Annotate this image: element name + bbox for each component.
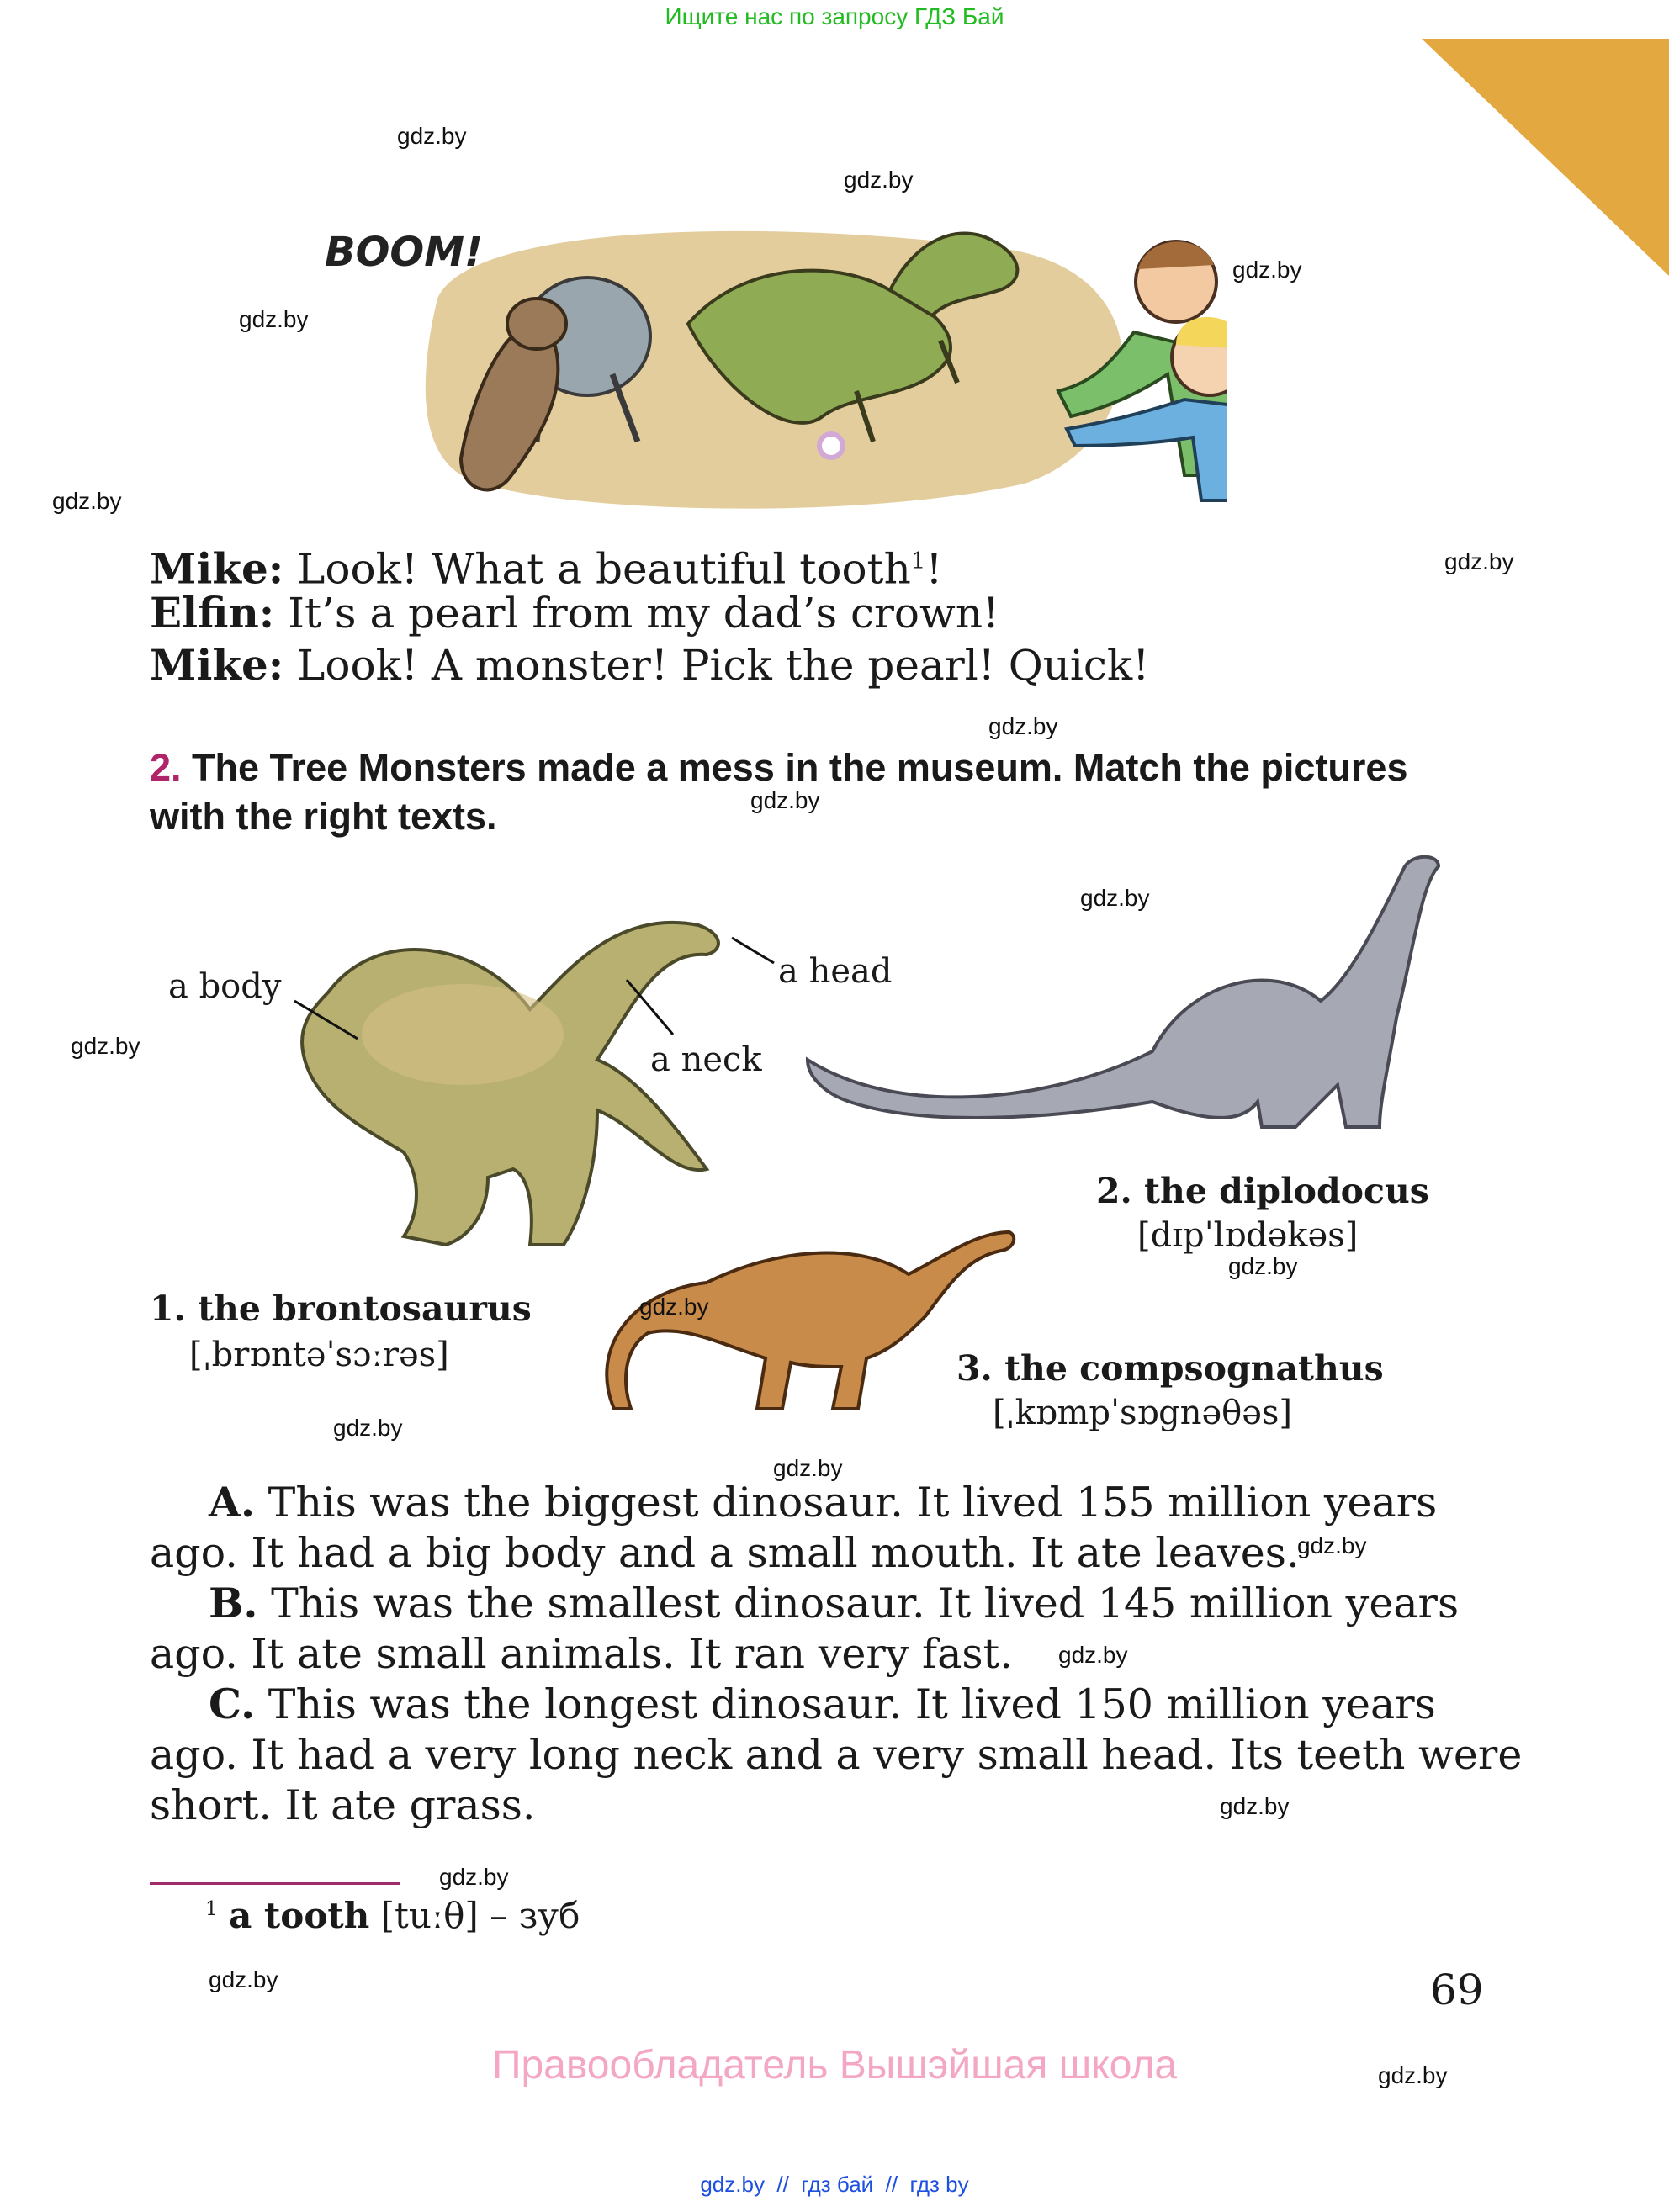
caption-compsognathus: 3. the compsognathus: [956, 1348, 1384, 1389]
text-letter: C.: [209, 1680, 256, 1728]
watermark: gdz.by: [1297, 1532, 1367, 1558]
label-head: a head: [778, 952, 893, 991]
footnote-rule: [150, 1882, 400, 1885]
boom-text: BOOM!: [325, 229, 483, 276]
exercise-number: 2.: [150, 746, 182, 789]
dialogue-line-2: [150, 587, 999, 639]
watermark: gdz.by: [1228, 1253, 1298, 1279]
watermark: gdz.by: [333, 1415, 403, 1441]
watermark: gdz.by: [209, 1966, 278, 1992]
exercise-line-1: The Tree Monsters made a mess in the museum. Match the pictures: [192, 746, 1408, 789]
watermark: gdz.by: [639, 1294, 709, 1320]
text-line: This was the biggest dinosaur. It lived 155 million years: [268, 1479, 1438, 1527]
text-line: ago. It had a big body and a small mouth. It ate leaves.: [150, 1529, 1300, 1577]
dialogue-end: !: [925, 544, 943, 594]
caption-brontosaurus: 1. the brontosaurus: [150, 1289, 532, 1329]
dialogue-text: It’s a pearl from my dad’s crown!: [288, 589, 1000, 638]
watermark: gdz.by: [1080, 885, 1150, 911]
ipa-brontosaurus: [ˌbrɒntəˈsɔːrəs]: [189, 1336, 449, 1374]
speaker-name: Mike:: [150, 640, 284, 690]
text-a: [150, 1477, 1437, 1579]
dialogue-text: Look! What a beautiful tooth: [297, 544, 911, 594]
watermark: gdz.by: [1444, 548, 1514, 574]
watermark: gdz.by: [988, 713, 1058, 739]
label-neck: a neck: [650, 1040, 762, 1079]
watermark: gdz.by: [1220, 1793, 1290, 1819]
corner-triangle: [1422, 39, 1669, 276]
dialogue-text: Look! A monster! Pick the pearl! Quick!: [297, 641, 1150, 690]
watermark: gdz.by: [773, 1455, 843, 1481]
dialogue-line-1: [150, 535, 942, 595]
footnote-number: 1: [205, 1898, 218, 1920]
watermark: gdz.by: [439, 1864, 509, 1890]
text-b: [150, 1578, 1459, 1680]
watermark: gdz.by: [71, 1033, 140, 1059]
rights-holder: Правообладатель Вышэйшая школа: [491, 2043, 1178, 2088]
watermark: gdz.by: [239, 306, 309, 332]
watermark: gdz.by: [1378, 2062, 1448, 2088]
footnote-ref: 1: [910, 548, 926, 574]
text-letter: A.: [209, 1478, 256, 1527]
label-body: a body: [168, 967, 282, 1006]
footnote-term: a tooth: [229, 1895, 370, 1936]
footnote-translation: – зуб: [490, 1895, 580, 1936]
text-line: This was the smallest dinosaur. It lived 145 million years: [271, 1580, 1460, 1627]
watermark: gdz.by: [750, 787, 820, 813]
text-line: This was the longest dinosaur. It lived 150 million years: [268, 1680, 1436, 1728]
watermark: gdz.by: [844, 167, 914, 193]
text-line: ago. It ate small animals. It ran very fast.: [150, 1630, 1013, 1678]
watermark: gdz.by: [1232, 257, 1302, 283]
bottom-links[interactable]: gdz.by // гдз бай // гдз by: [700, 2172, 969, 2197]
footnote: [205, 1895, 580, 1936]
text-letter: B.: [209, 1579, 258, 1627]
dialogue-line-3: [150, 639, 1149, 691]
top-banner[interactable]: Ищите нас по запросу ГДЗ Бай: [665, 3, 1004, 29]
watermark: gdz.by: [52, 488, 122, 514]
speaker-name: Elfin:: [150, 588, 275, 638]
caption-diplodocus: 2. the diplodocus: [1096, 1171, 1429, 1211]
text-c: [150, 1679, 1522, 1831]
text-line: ago. It had a very long neck and a very small head. Its teeth were: [150, 1731, 1523, 1779]
text-line: short. It ate grass.: [150, 1781, 536, 1829]
footnote-ipa: [tuːθ]: [380, 1895, 479, 1936]
ipa-compsognathus: [ˌkɒmpˈsɒgnəθəs]: [993, 1394, 1293, 1432]
page-number: 69: [1430, 1966, 1484, 2014]
watermark: gdz.by: [1058, 1642, 1128, 1668]
watermark: gdz.by: [397, 123, 467, 149]
exercise-line-2: with the right texts.: [150, 795, 497, 838]
speaker-name: Mike:: [150, 543, 284, 594]
ipa-diplodocus: [dɪpˈlɒdəkəs]: [1137, 1216, 1359, 1255]
